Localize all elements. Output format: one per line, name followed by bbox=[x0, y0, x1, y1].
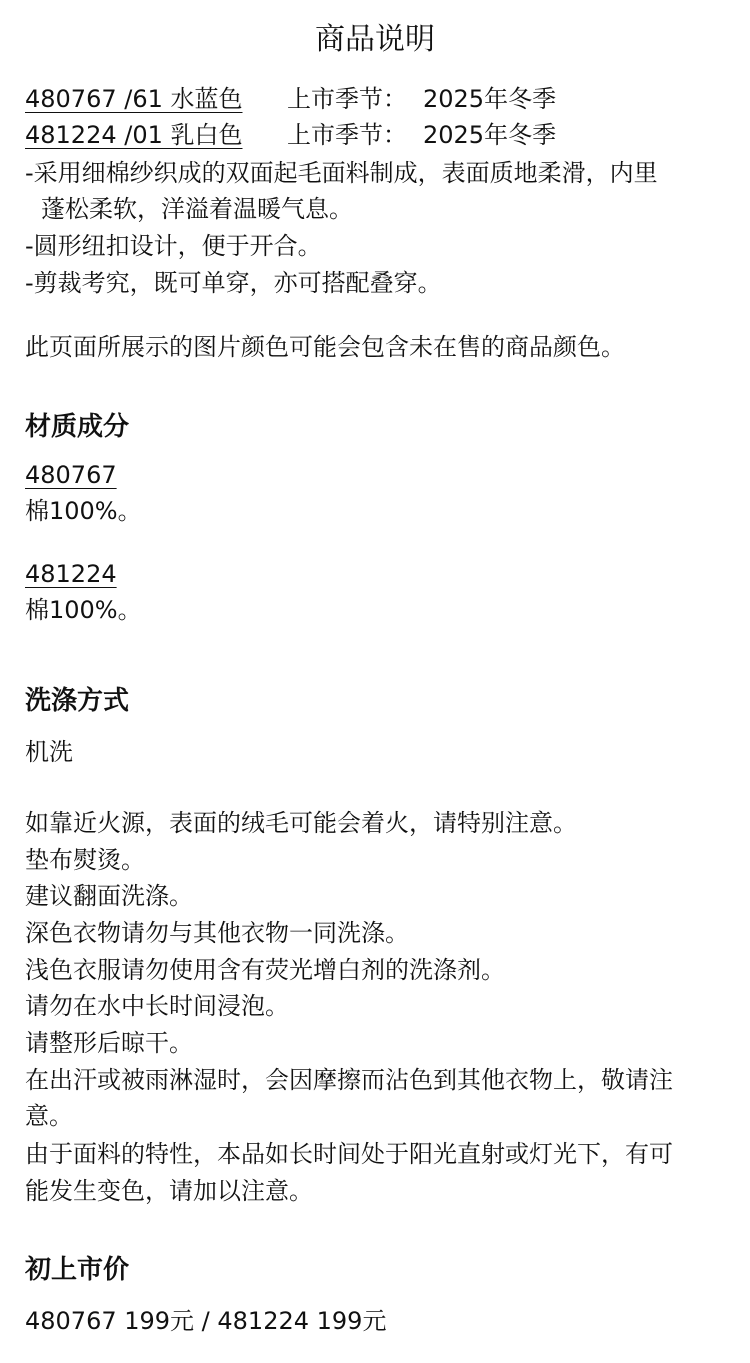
product-line-2 bbox=[25, 118, 725, 152]
feature-line: -采用细棉纱织成的双面起毛面料制成，表面质地柔滑，内里 bbox=[25, 159, 658, 187]
product-code-link[interactable]: 481224 /01 乳白色 bbox=[25, 121, 243, 149]
washing-note: 意。 bbox=[25, 1102, 73, 1130]
washing-note: 深色衣物请勿与其他衣物一同洗涤。 bbox=[25, 919, 409, 947]
product-line-1 bbox=[25, 82, 725, 116]
material-heading: 材质成分 bbox=[25, 412, 130, 442]
washing-note: 垫布熨烫。 bbox=[25, 846, 145, 874]
material-composition: 棉100%。 bbox=[25, 596, 142, 624]
washing-method: 机洗 bbox=[25, 738, 73, 766]
color-disclaimer: 此页面所展示的图片颜色可能会包含未在售的商品颜色。 bbox=[25, 333, 625, 361]
washing-note: 在出汗或被雨淋湿时，会因摩擦而沾色到其他衣物上，敬请注 bbox=[25, 1066, 673, 1094]
product-code-link[interactable]: 480767 /61 水蓝色 bbox=[25, 85, 243, 113]
season-label: 上市季节： bbox=[287, 121, 407, 149]
feature-line: 蓬松柔软，洋溢着温暖气息。 bbox=[41, 195, 353, 223]
price-heading: 初上市价 bbox=[25, 1255, 130, 1285]
material-code[interactable]: 481224 bbox=[25, 560, 117, 588]
washing-note: 请勿在水中长时间浸泡。 bbox=[25, 992, 289, 1020]
material-code-link[interactable] bbox=[25, 557, 117, 591]
washing-note: 能发生变色，请加以注意。 bbox=[25, 1177, 313, 1205]
feature-line: -剪裁考究，既可单穿，亦可搭配叠穿。 bbox=[25, 269, 442, 297]
material-code[interactable]: 480767 bbox=[25, 461, 117, 489]
washing-heading: 洗涤方式 bbox=[25, 686, 130, 716]
season-value: 2025年冬季 bbox=[423, 85, 557, 113]
washing-note: 建议翻面洗涤。 bbox=[25, 882, 193, 910]
material-code-link[interactable] bbox=[25, 458, 117, 492]
washing-note: 浅色衣服请勿使用含有荧光增白剂的洗涤剂。 bbox=[25, 956, 505, 984]
washing-note: 由于面料的特性，本品如长时间处于阳光直射或灯光下，有可 bbox=[25, 1140, 673, 1168]
washing-note: 如靠近火源，表面的绒毛可能会着火，请特别注意。 bbox=[25, 809, 577, 837]
material-composition: 棉100%。 bbox=[25, 497, 142, 525]
feature-line: -圆形纽扣设计，便于开合。 bbox=[25, 232, 322, 260]
season-label: 上市季节： bbox=[287, 85, 407, 113]
washing-note: 请整形后晾干。 bbox=[25, 1029, 193, 1057]
season-value: 2025年冬季 bbox=[423, 121, 557, 149]
price-text: 480767 199元 / 481224 199元 bbox=[25, 1307, 387, 1335]
page-title: 商品说明 bbox=[315, 22, 435, 57]
